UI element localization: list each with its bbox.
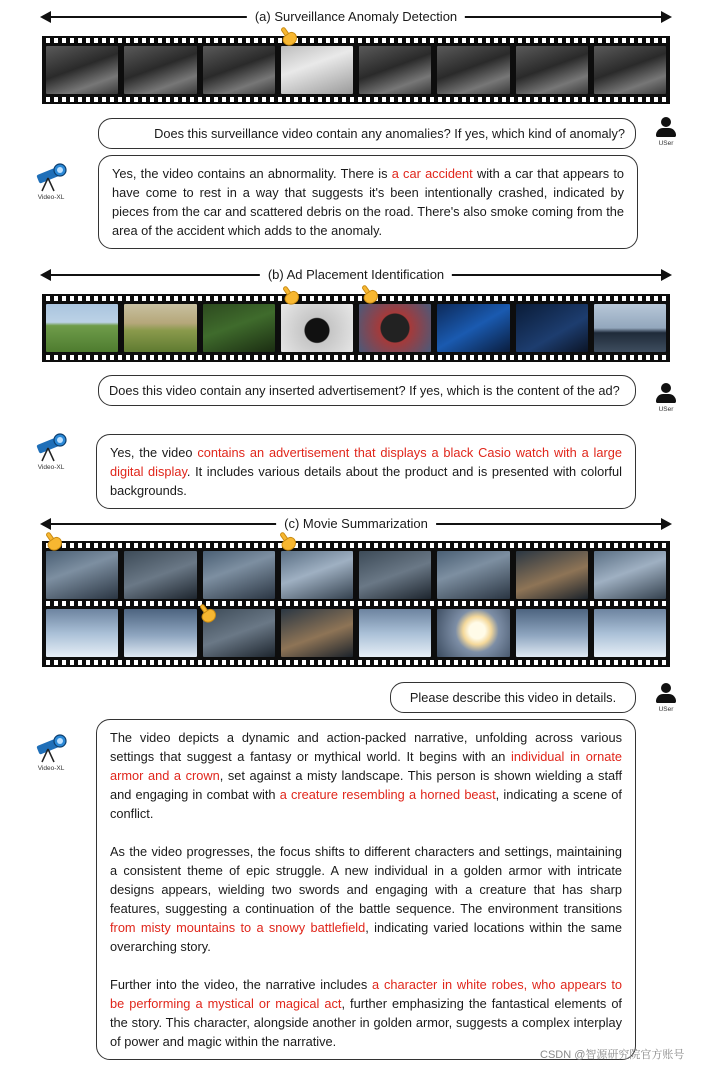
section-b-filmstrip <box>42 294 670 362</box>
video-frame <box>594 551 666 599</box>
video-frame <box>516 551 588 599</box>
video-frame-ad <box>281 304 353 352</box>
arrow-right-icon <box>661 269 672 281</box>
section-a-title: (a) Surveillance Anomaly Detection <box>247 7 465 27</box>
user-icon <box>655 117 677 137</box>
response-text: Yes, the video contains an abnormality. There is <box>112 166 392 181</box>
user-icon <box>655 683 677 703</box>
section-b-user-bubble <box>98 375 636 406</box>
highlighted-text: a car accident <box>391 166 473 181</box>
section-b-title: (b) Ad Placement Identification <box>260 265 452 285</box>
arrow-right-icon <box>661 11 672 23</box>
video-frame <box>594 609 666 657</box>
video-frame <box>46 609 118 657</box>
section-c-user-prompt: Please describe this video in details. <box>409 690 617 705</box>
video-frame <box>46 551 118 599</box>
assistant-label: Video-XL <box>37 464 65 471</box>
response-text: Yes, the video <box>110 445 198 460</box>
highlighted-text: from misty mountains to a snowy battlefield <box>110 920 366 935</box>
video-frame <box>124 609 196 657</box>
arrow-right-icon <box>661 518 672 530</box>
arrow-left-icon <box>40 269 51 281</box>
assistant-label: Video-XL <box>37 194 65 201</box>
arrow-left-icon <box>40 11 51 23</box>
user-label: USer <box>658 140 674 147</box>
video-frame <box>437 304 509 352</box>
video-frame <box>203 46 275 94</box>
video-frame <box>594 46 666 94</box>
video-frame <box>516 304 588 352</box>
response-text: , set against a misty landscape. This person is shown wielding a staff and engaging in combat with <box>110 768 622 802</box>
video-frame-ad <box>359 304 431 352</box>
video-frame <box>516 609 588 657</box>
section-a-filmstrip <box>42 36 670 104</box>
highlighted-text: a character in white robes, who appears to be performing a mystical or magical act <box>110 977 622 1011</box>
response-text: , further emphasizing the fantastical elements of the story. This character, alongside another in golden armor, suggests a complex interplay of power and magic within the narrative. <box>110 996 622 1049</box>
telescope-icon <box>34 162 68 192</box>
section-c-filmstrip-bottom <box>42 599 670 667</box>
section-a-user-prompt: Does this surveillance video contain any anomalies? If yes, which kind of anomaly? <box>154 126 625 141</box>
section-c-title: (c) Movie Summarization <box>276 514 436 534</box>
section-b-user-prompt: Does this video contain any inserted advertisement? If yes, which is the content of the ad? <box>109 383 620 398</box>
response-text: The video depicts a dynamic and action-packed narrative, unfolding across various settings that suggest a fantasy or mythical world. It begins with an <box>110 730 622 764</box>
user-icon <box>655 383 677 403</box>
section-a-header <box>42 7 670 27</box>
highlighted-text: contains an advertisement that displays a black Casio watch with a large digital display <box>110 445 622 479</box>
video-frame <box>516 46 588 94</box>
response-paragraph <box>110 728 622 823</box>
assistant-label: Video-XL <box>37 765 65 772</box>
video-frame <box>281 609 353 657</box>
telescope-icon <box>34 733 68 763</box>
video-frame <box>124 551 196 599</box>
response-text: with a car that appears to have come to rest in a way that suggests it's been intentionally crashed, indicated by pieces from the car and scattered debris on the road. There's also smoke coming from the area of the accident which adds to the anomaly. <box>112 166 624 238</box>
section-c-response-bubble <box>96 719 636 1060</box>
telescope-icon <box>34 432 68 462</box>
video-frame <box>281 551 353 599</box>
video-frame <box>203 304 275 352</box>
section-c-header <box>42 514 670 534</box>
video-frame <box>359 46 431 94</box>
response-text: , indicating varied locations within the same overarching story. <box>110 920 622 954</box>
section-b-response-bubble <box>96 434 636 509</box>
section-c-user-bubble <box>390 682 636 713</box>
video-frame <box>124 46 196 94</box>
video-frame <box>359 609 431 657</box>
video-frame <box>46 304 118 352</box>
section-b-header <box>42 265 670 285</box>
response-paragraph <box>110 975 622 1051</box>
response-paragraph <box>110 842 622 956</box>
video-frame-highlighted <box>281 46 353 94</box>
video-frame <box>124 304 196 352</box>
response-text: , indicating a scene of conflict. <box>110 787 622 821</box>
highlighted-text: a creature resembling a horned beast <box>279 787 496 802</box>
section-a-user-bubble <box>98 118 636 149</box>
video-frame <box>203 551 275 599</box>
video-frame <box>437 609 509 657</box>
arrow-left-icon <box>40 518 51 530</box>
response-text: Further into the video, the narrative includes <box>110 977 373 992</box>
video-frame <box>46 46 118 94</box>
response-text: As the video progresses, the focus shifts to different characters and settings, maintaining a consistent theme of epic struggle. A new individual in a golden armor with intricate designs appears, wielding two swords and engaging with a creature that has sharp features, suggesting a continuation of the battle sequence. The environment transitions <box>110 844 622 916</box>
section-a-response-bubble <box>98 155 638 249</box>
response-text: . It includes various details about the product and is presented with colorful backgrounds. <box>110 464 622 498</box>
highlighted-text: individual in ornate armor and a crown <box>110 749 622 783</box>
user-label: USer <box>658 706 674 713</box>
watermark: CSDN @智源研究院官方账号 <box>540 1049 685 1061</box>
video-frame <box>359 551 431 599</box>
video-frame <box>594 304 666 352</box>
video-frame <box>437 46 509 94</box>
video-frame <box>437 551 509 599</box>
user-label: USer <box>658 406 674 413</box>
